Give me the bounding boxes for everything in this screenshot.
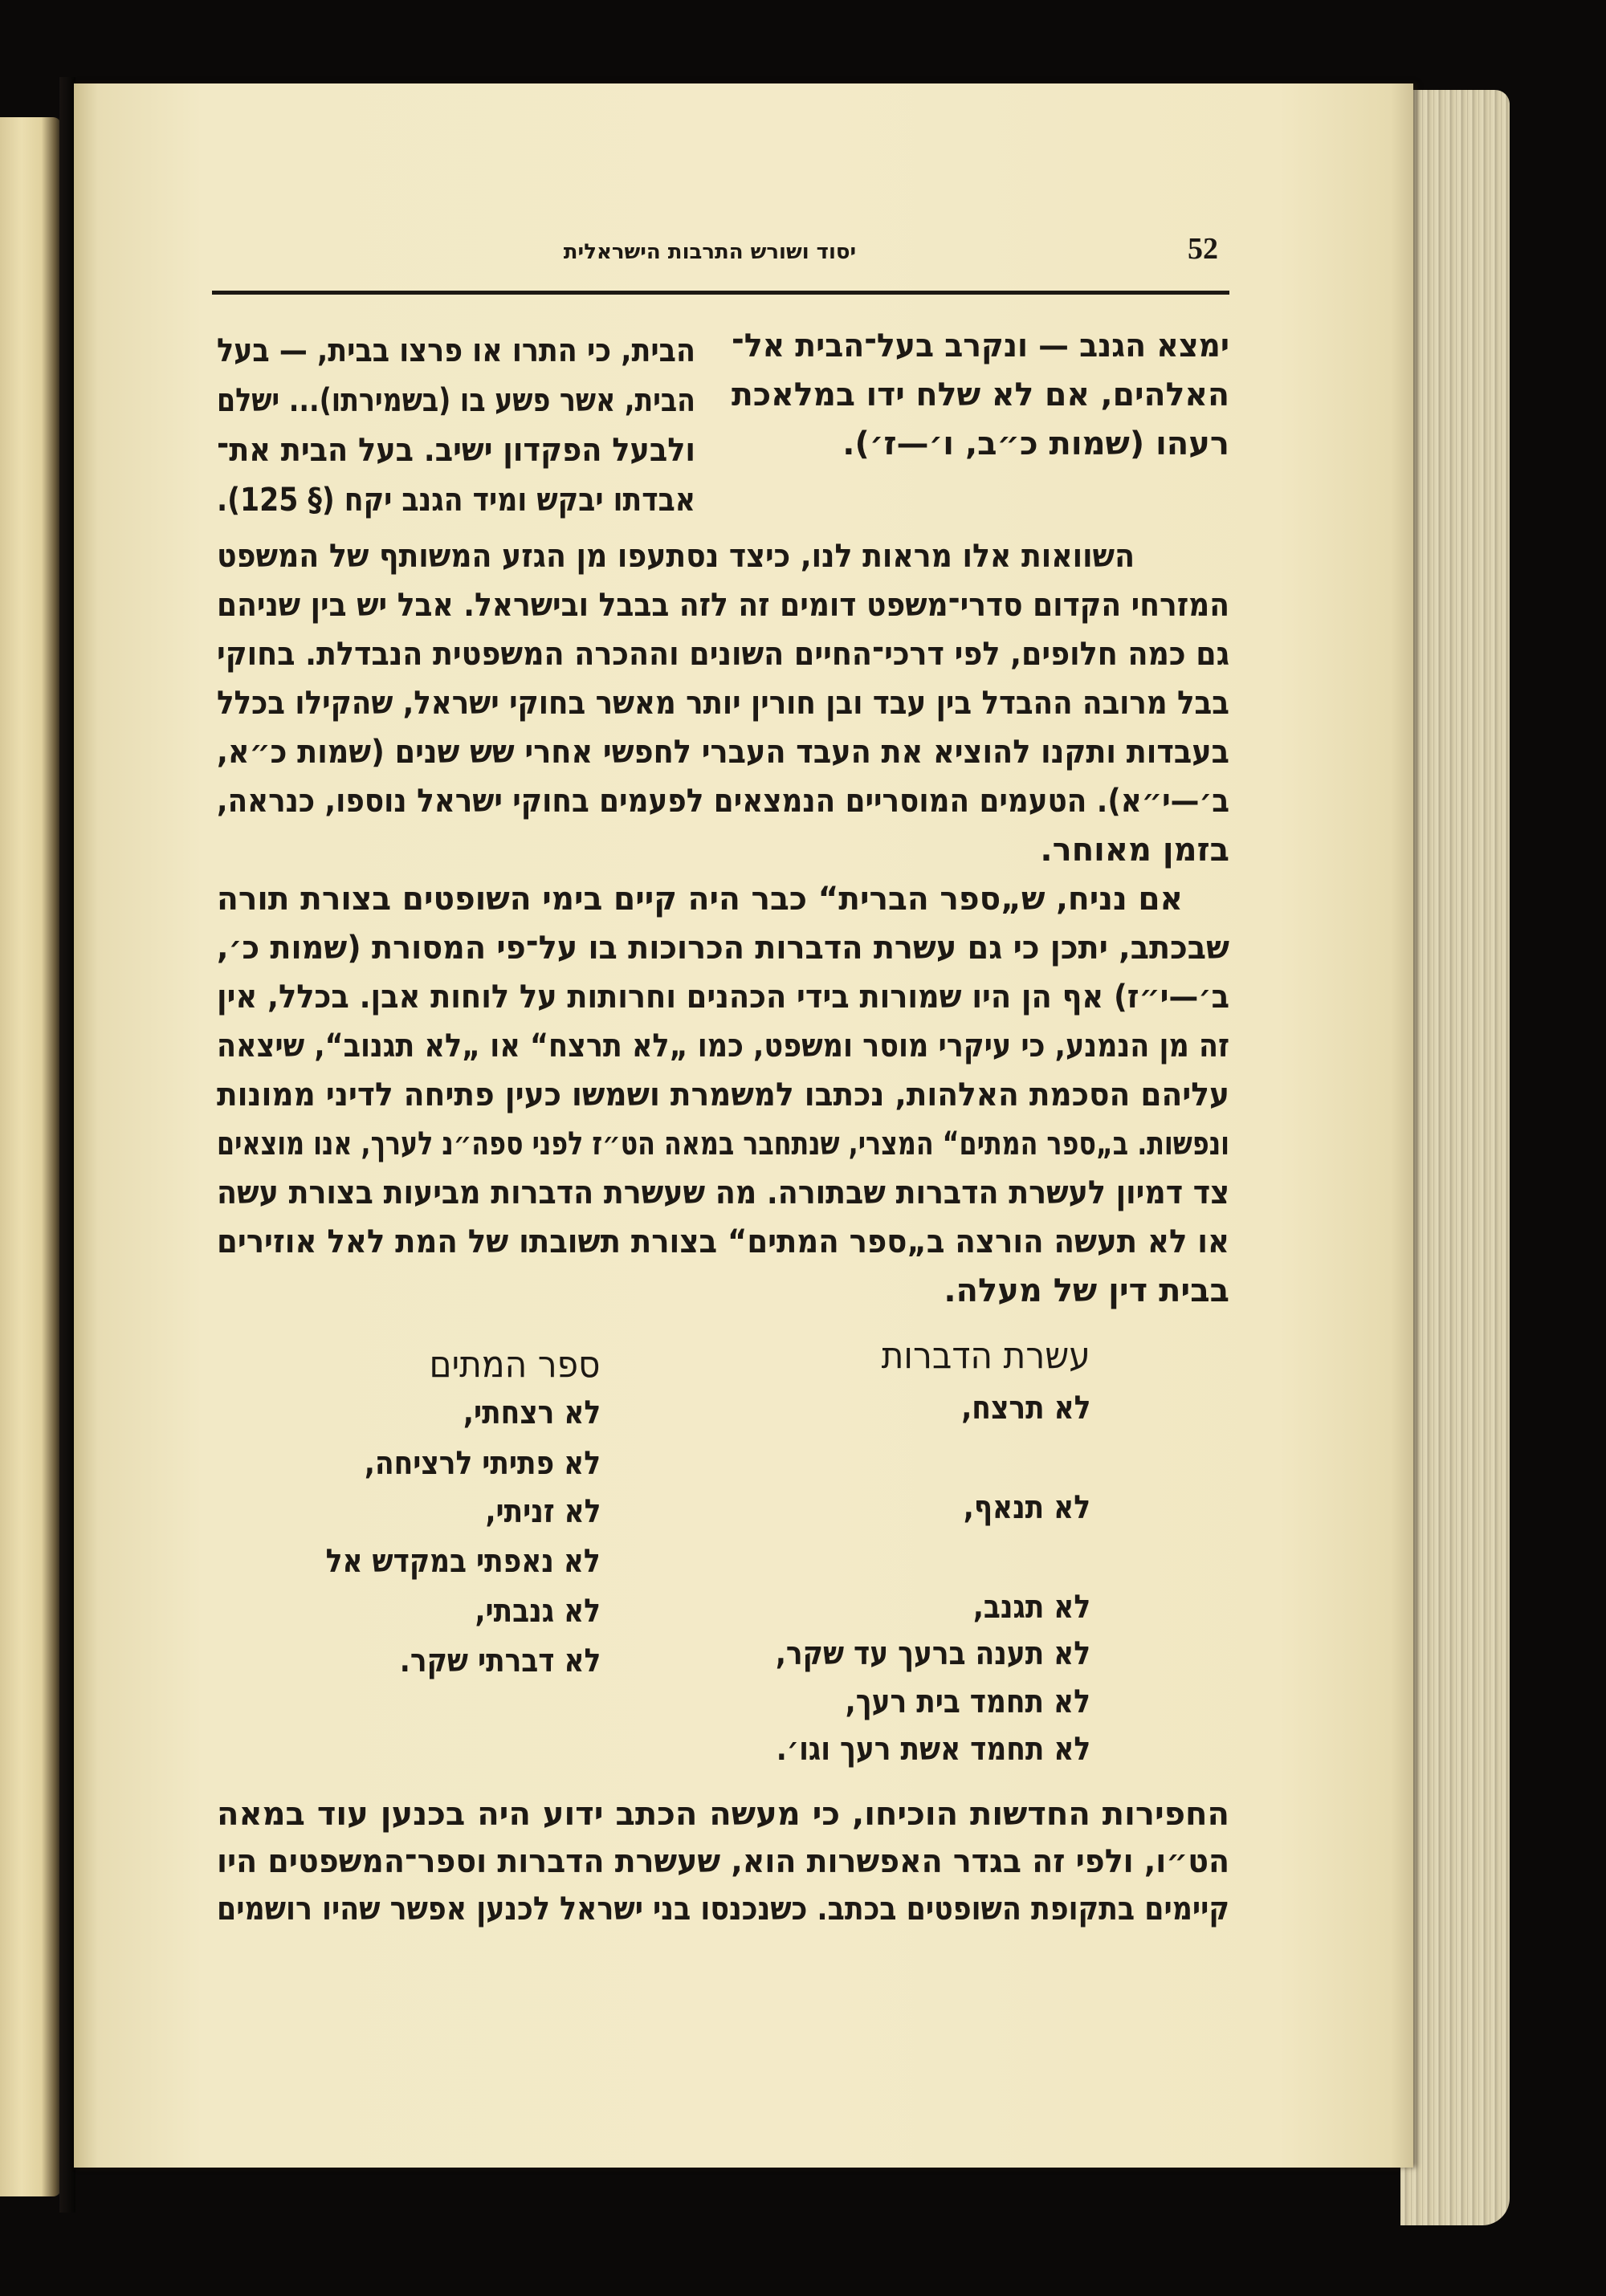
paragraph-line: שבכתב, יתכן כי גם עשרת הדברות הכרוכות בו על־פי המסורת (שמות כ׳,: [216, 930, 1229, 967]
paragraph-line: המזרחי הקדום סדרי־משפט דומים זה לזה בבבל ובישראל. אבל יש בין שניהם: [217, 587, 1230, 624]
quote-line: הבית, אשר פשע בו (בשמירתו)... ישלם: [217, 382, 695, 419]
closing-paragraph: [217, 1791, 1229, 1933]
paragraph-line: בבית דין של מעלה.: [944, 1272, 1229, 1309]
book-of-dead-item: לא פתיתי לרציחה,: [364, 1445, 601, 1482]
paragraph-line: בעבדות ותקנו להוציא את העבד העברי לחפשי אחרי שש שנים (שמות כ״א,: [217, 734, 1229, 771]
running-head-title: יסוד ושורש התרבות הישראלית: [563, 240, 857, 264]
paragraph-line: בזמן מאוחר.: [1040, 832, 1229, 869]
book-of-dead-heading: ספר המתים: [430, 1342, 601, 1386]
quote-left-column: [217, 326, 695, 525]
decalogue-item: לא תגנב,: [972, 1589, 1090, 1626]
page-number: 52: [1188, 232, 1218, 266]
quote-line: רעהו (שמות כ״ב, ו׳—ז׳).: [842, 425, 1229, 462]
decalogue-item: לא תרצח,: [960, 1390, 1090, 1427]
paragraph-line: ב׳—י״א). הטעמים המוסריים הנמצאים לפעמים בחוקי ישראל נוספו, כנראה,: [217, 783, 1229, 820]
decalogue-item: לא תענה ברעך עד שקר,: [775, 1635, 1090, 1672]
facing-page-edge: [0, 117, 61, 2196]
paragraph-line: השוואות אלו מראות לנו, כיצד נסתעפו מן הגזע המשותף של המשפט: [216, 538, 1135, 575]
paragraph-line: עליהם הסכמת האלהות, נכתבו למשמרת ושמשו כעין פתיחה לדיני ממונות: [217, 1077, 1230, 1113]
book-of-dead-item: לא דברתי שקר.: [399, 1643, 601, 1679]
decalogue-item: לא תחמד בית רעך,: [845, 1683, 1090, 1720]
decalogue-heading: עשרת הדברות: [881, 1333, 1090, 1377]
paragraph-line: אם נניח, ש„ספר הברית“ כבר היה קיים בימי השופטים בצורת תורה: [217, 881, 1183, 918]
paragraph-line: ב׳—י״ז) אף הן היו שמורות בידי הכהנים וחרותות על לוחות אבן. בכלל, אין: [217, 979, 1229, 1016]
quote-line: ולבעל הפקדון ישיב. בעל הבית את־: [217, 432, 695, 469]
paragraph-line: החפירות החדשות הוכיחו, כי מעשה הכתב ידוע היה בכנען עוד במאה: [217, 1796, 1229, 1833]
decalogue-item: לא תנאף,: [963, 1489, 1090, 1526]
book-of-dead-item: לא זניתי,: [484, 1493, 601, 1530]
book-of-dead-item: לא גנבתי,: [475, 1593, 601, 1630]
book-gutter: [59, 77, 75, 2213]
paragraph-line: גם כמה חלופים, לפי דרכי־החיים השונים וההכרה המשפטית הנבדלת. בחוקי: [217, 636, 1230, 673]
header-rule: [212, 291, 1229, 295]
paragraph-line: או לא תעשה הורצה ב„ספר המתים“ בצורת תשובתו של המת לאל אוזירים: [216, 1223, 1229, 1260]
quote-line: אבדתו יבקש ומיד הגנב יקח (§ 125).: [217, 482, 695, 519]
book-of-dead-item: לא נאפתי במקדש אל: [325, 1543, 601, 1580]
paragraph-line: ונפשות. ב„ספר המתים“ המצרי, שנתחבר במאה הט״ז לפני ספה״נ לערך, אנו מוצאים: [216, 1126, 1229, 1162]
decalogue-item: לא תחמד אשת רעך וגו׳.: [776, 1731, 1090, 1768]
paragraph-line: קיימים בתקופת השופטים בכתב. כשנכנסו בני ישראל לכנען אפשר שהיו רושמים: [217, 1891, 1230, 1928]
quote-right-column: [732, 322, 1229, 469]
paragraph-line: צד דמיון לעשרת הדברות שבתורה. מה שעשרת הדברות מביעות בצורת עשה: [216, 1174, 1229, 1211]
paragraph-line: הט״ו, ולפי זה בגדר האפשרות הוא, שעשרת הדברות וספר־המשפטים היו: [217, 1843, 1230, 1880]
paragraph-line: בבל מרובה ההבדל בין עבד ובן חורין יותר מאשר בחוקי ישראל, שהקילו בכלל: [217, 685, 1230, 722]
quote-line: ימצא הגנב — ונקרב בעל־הבית אל־: [732, 328, 1229, 364]
quote-line: האלהים, אם לא שלח ידו במלאכת: [732, 377, 1229, 413]
book-of-dead-item: לא רצחתי,: [463, 1394, 601, 1431]
body-text: [217, 532, 1229, 1316]
paragraph-line: זה מן הנמנע, כי עיקרי מוסר ומשפט, כמו „לא תרצח“ או „לא תגנוב“, שיצאה: [217, 1028, 1229, 1065]
quote-line: הבית, כי התרו או פרצו בבית, — בעל: [217, 332, 695, 369]
page-edge-stack: [1400, 90, 1510, 2225]
